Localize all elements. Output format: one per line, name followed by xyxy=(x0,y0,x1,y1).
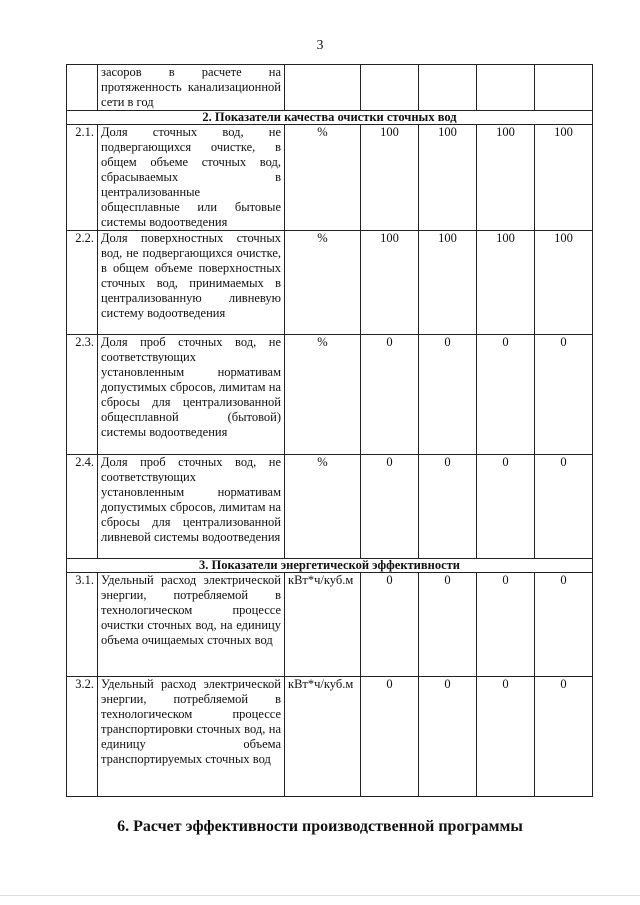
row-value: 0 xyxy=(361,455,419,559)
row-value: 0 xyxy=(419,455,477,559)
table-row xyxy=(67,677,593,797)
row-value: 100 xyxy=(535,231,593,335)
row-value: 0 xyxy=(535,335,593,455)
row-unit: % xyxy=(285,125,361,231)
row-description: Удельный расход электрической энергии, потребляемой в технологическом процессе очистки сточных вод, на единицу объема очищаемых сточных вод xyxy=(98,573,285,677)
row-value: 0 xyxy=(361,677,419,797)
row-value: 100 xyxy=(419,125,477,231)
row-value: 0 xyxy=(477,573,535,677)
row-value: 0 xyxy=(477,455,535,559)
row-value: 100 xyxy=(477,125,535,231)
row-description: засоров в расчете на протяженность канализационной сети в год xyxy=(98,65,285,111)
row-value: 100 xyxy=(361,231,419,335)
table-row xyxy=(67,335,593,455)
section-title: 2. Показатели качества очистки сточных вод xyxy=(67,111,593,125)
row-value: 0 xyxy=(419,573,477,677)
row-value: 0 xyxy=(477,335,535,455)
table-row xyxy=(67,65,593,111)
row-unit: кВт*ч/куб.м xyxy=(285,677,361,797)
row-value: 100 xyxy=(419,231,477,335)
row-number: 2.3. xyxy=(67,335,98,455)
row-value: 0 xyxy=(361,335,419,455)
row-value: 0 xyxy=(477,677,535,797)
row-number xyxy=(67,65,98,111)
row-value: 100 xyxy=(535,125,593,231)
row-description: Доля проб сточных вод, не соответствующих установленным нормативам допустимых сбросов, лимитам на сбросы для централизованной общесплавной (бытовой) системы водоотведения xyxy=(98,335,285,455)
row-value xyxy=(419,65,477,111)
row-unit: % xyxy=(285,335,361,455)
row-value: 100 xyxy=(361,125,419,231)
row-value: 0 xyxy=(419,677,477,797)
table-row xyxy=(67,455,593,559)
row-value: 100 xyxy=(477,231,535,335)
row-number: 2.4. xyxy=(67,455,98,559)
row-unit: % xyxy=(285,455,361,559)
table-row xyxy=(67,231,593,335)
row-description: Доля проб сточных вод, не соответствующих установленным нормативам допустимых сбросов, лимитам на сбросы для централизованной ливневой системы водоотведения xyxy=(98,455,285,559)
row-value: 0 xyxy=(361,573,419,677)
row-description: Доля сточных вод, не подвергающихся очистке, в общем объеме сточных вод, сбрасываемых в централизованные общесплавные или бытовые системы водоотведения xyxy=(98,125,285,231)
row-number: 3.2. xyxy=(67,677,98,797)
row-unit: кВт*ч/куб.м xyxy=(285,573,361,677)
row-value: 0 xyxy=(419,335,477,455)
section-header xyxy=(67,559,593,573)
row-number: 2.1. xyxy=(67,125,98,231)
page-number: 3 xyxy=(316,38,324,53)
row-value xyxy=(361,65,419,111)
table-row xyxy=(67,573,593,677)
row-number: 2.2. xyxy=(67,231,98,335)
section-heading: 6. Расчет эффективности производственной программы xyxy=(117,818,523,835)
section-title: 3. Показатели энергетической эффективности xyxy=(67,559,593,573)
row-unit xyxy=(285,65,361,111)
page-edge-divider xyxy=(0,895,640,896)
row-value: 0 xyxy=(535,573,593,677)
row-value: 0 xyxy=(535,677,593,797)
table-row xyxy=(67,125,593,231)
section-header xyxy=(67,111,593,125)
row-description: Удельный расход электрической энергии, потребляемой в технологическом процессе транспортировки сточных вод, на единицу объема транспортируемых сточных вод xyxy=(98,677,285,797)
row-value xyxy=(535,65,593,111)
row-description: Доля поверхностных сточных вод, не подвергающихся очистке, в общем объеме поверхностных сточных вод, принимаемых в централизованную ливневую систему водоотведения xyxy=(98,231,285,335)
row-unit: % xyxy=(285,231,361,335)
row-value: 0 xyxy=(535,455,593,559)
row-number: 3.1. xyxy=(67,573,98,677)
row-value xyxy=(477,65,535,111)
indicators-table xyxy=(66,64,593,797)
